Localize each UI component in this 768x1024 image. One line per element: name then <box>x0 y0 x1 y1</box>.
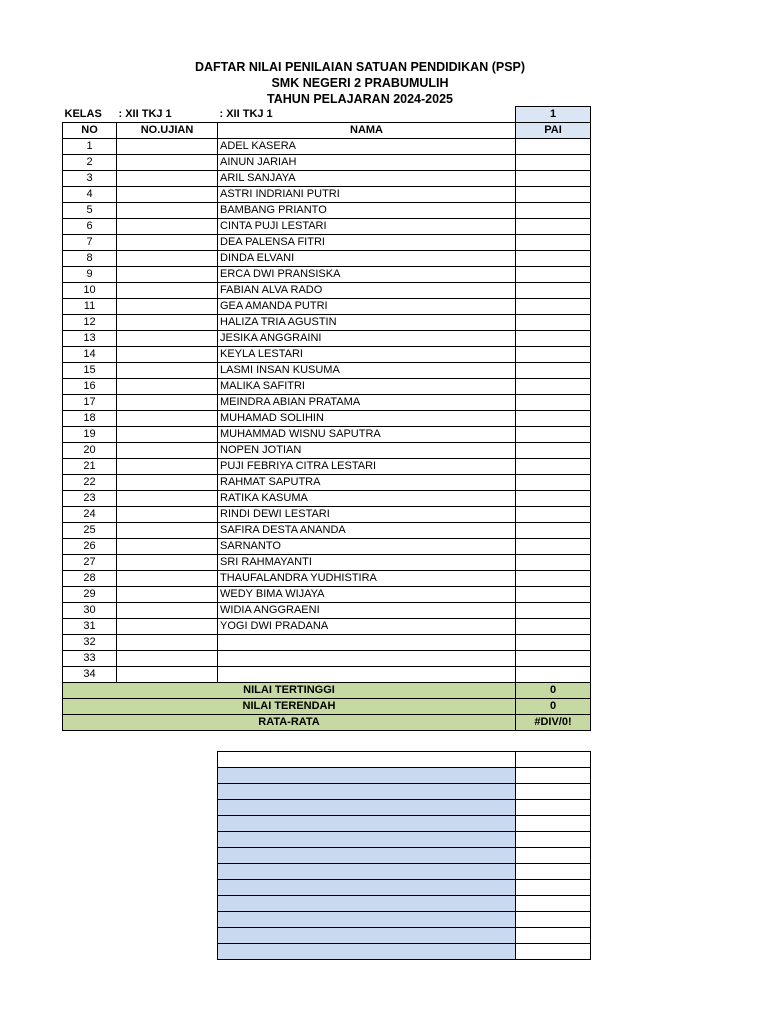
student-nama: RAHMAT SAPUTRA <box>218 475 516 491</box>
student-score[interactable] <box>516 651 591 667</box>
student-no: 30 <box>63 603 117 619</box>
student-no: 2 <box>63 155 117 171</box>
summary-row-rata <box>63 715 591 731</box>
extra-row <box>218 816 591 832</box>
student-no: 34 <box>63 667 117 683</box>
student-score[interactable] <box>516 283 591 299</box>
table-row <box>63 395 591 411</box>
extra-row <box>218 848 591 864</box>
extra-row <box>218 928 591 944</box>
nilai-terendah-value[interactable]: 0 <box>516 699 591 715</box>
student-no-ujian[interactable] <box>117 363 218 379</box>
table-row <box>63 475 591 491</box>
student-nama <box>218 635 516 651</box>
student-no: 33 <box>63 651 117 667</box>
student-no-ujian[interactable] <box>117 251 218 267</box>
extra-cell-value[interactable] <box>516 752 591 768</box>
student-no: 28 <box>63 571 117 587</box>
student-score[interactable] <box>516 443 591 459</box>
extra-cell-value[interactable] <box>516 880 591 896</box>
table-row <box>63 523 591 539</box>
student-no-ujian[interactable] <box>117 395 218 411</box>
student-score[interactable] <box>516 331 591 347</box>
student-no-ujian[interactable] <box>117 443 218 459</box>
student-no-ujian[interactable] <box>117 619 218 635</box>
student-nama: LASMI INSAN KUSUMA <box>218 363 516 379</box>
kelas-label: KELAS <box>64 107 102 120</box>
extra-cell-value[interactable] <box>516 832 591 848</box>
student-no-ujian[interactable] <box>117 299 218 315</box>
student-no-ujian[interactable] <box>117 347 218 363</box>
table-row <box>63 571 591 587</box>
table-row <box>63 363 591 379</box>
table-row <box>63 331 591 347</box>
student-score[interactable] <box>516 315 591 331</box>
rata-rata-label: RATA-RATA <box>63 715 516 731</box>
student-nama: BAMBANG PRIANTO <box>218 203 516 219</box>
student-no-ujian[interactable] <box>117 203 218 219</box>
student-no-ujian[interactable] <box>117 491 218 507</box>
table-row <box>63 411 591 427</box>
student-no: 1 <box>63 139 117 155</box>
student-no: 10 <box>63 283 117 299</box>
student-no: 12 <box>63 315 117 331</box>
student-no-ujian[interactable] <box>117 507 218 523</box>
header-subject: PAI <box>516 123 591 139</box>
student-no-ujian[interactable] <box>117 235 218 251</box>
student-score[interactable] <box>516 219 591 235</box>
student-nama: MEINDRA ABIAN PRATAMA <box>218 395 516 411</box>
student-nama: ASTRI INDRIANI PUTRI <box>218 187 516 203</box>
student-no: 25 <box>63 523 117 539</box>
table-row <box>63 171 591 187</box>
header-nama: NAMA <box>218 123 516 139</box>
student-no: 27 <box>63 555 117 571</box>
student-no: 23 <box>63 491 117 507</box>
summary-row-terendah <box>63 699 591 715</box>
student-nama: RINDI DEWI LESTARI <box>218 507 516 523</box>
kelas-row <box>63 107 591 123</box>
student-no-ujian[interactable] <box>117 667 218 683</box>
table-row <box>63 619 591 635</box>
extra-cell-name[interactable] <box>218 800 516 816</box>
student-nama <box>218 651 516 667</box>
student-nama: GEA AMANDA PUTRI <box>218 299 516 315</box>
table-row <box>63 219 591 235</box>
table-row <box>63 203 591 219</box>
student-no: 24 <box>63 507 117 523</box>
extra-cell-name[interactable] <box>218 816 516 832</box>
student-score[interactable] <box>516 539 591 555</box>
student-nama: DINDA ELVANI <box>218 251 516 267</box>
table-row <box>63 267 591 283</box>
student-nama: FABIAN ALVA RADO <box>218 283 516 299</box>
student-nama: PUJI FEBRIYA CITRA LESTARI <box>218 459 516 475</box>
extra-cell-name[interactable] <box>218 784 516 800</box>
student-nama: SARNANTO <box>218 539 516 555</box>
extra-row <box>218 912 591 928</box>
student-score[interactable] <box>516 491 591 507</box>
extra-cell-value[interactable] <box>516 944 591 960</box>
table-row <box>63 603 591 619</box>
student-score[interactable] <box>516 203 591 219</box>
extra-row <box>218 896 591 912</box>
extra-cell-name[interactable] <box>218 896 516 912</box>
student-no-ujian[interactable] <box>117 379 218 395</box>
extra-cell-value[interactable] <box>516 912 591 928</box>
table-row <box>63 139 591 155</box>
table-row <box>63 187 591 203</box>
student-no: 3 <box>63 171 117 187</box>
student-score[interactable] <box>516 155 591 171</box>
extra-cell-name[interactable] <box>218 864 516 880</box>
student-score[interactable] <box>516 571 591 587</box>
extra-cell-name[interactable] <box>218 928 516 944</box>
student-no-ujian[interactable] <box>117 539 218 555</box>
student-score[interactable] <box>516 459 591 475</box>
extra-row <box>218 800 591 816</box>
student-no-ujian[interactable] <box>117 187 218 203</box>
extra-cell-value[interactable] <box>516 896 591 912</box>
student-no: 13 <box>63 331 117 347</box>
student-score[interactable] <box>516 667 591 683</box>
header-row <box>63 123 591 139</box>
student-no: 16 <box>63 379 117 395</box>
extra-cell-name[interactable] <box>218 848 516 864</box>
student-nama: ERCA DWI PRANSISKA <box>218 267 516 283</box>
header-no: NO <box>63 123 117 139</box>
secondary-table <box>217 751 591 960</box>
student-nama: CINTA PUJI LESTARI <box>218 219 516 235</box>
student-no: 19 <box>63 427 117 443</box>
student-no-ujian[interactable] <box>117 427 218 443</box>
student-no-ujian[interactable] <box>117 331 218 347</box>
student-score[interactable] <box>516 635 591 651</box>
student-no: 29 <box>63 587 117 603</box>
student-no: 8 <box>63 251 117 267</box>
extra-cell-value[interactable] <box>516 864 591 880</box>
extra-row <box>218 752 591 768</box>
table-row <box>63 315 591 331</box>
student-no: 5 <box>63 203 117 219</box>
extra-cell-value[interactable] <box>516 816 591 832</box>
student-no-ujian[interactable] <box>117 635 218 651</box>
extra-cell-value[interactable] <box>516 800 591 816</box>
title-line-3: TAHUN PELAJARAN 2024-2025 <box>267 92 453 106</box>
student-nama: JESIKA ANGGRAINI <box>218 331 516 347</box>
summary-row-tertinggi <box>63 683 591 699</box>
subject-number[interactable]: 1 <box>516 107 591 123</box>
student-no-ujian[interactable] <box>117 571 218 587</box>
student-score[interactable] <box>516 363 591 379</box>
student-no: 9 <box>63 267 117 283</box>
student-score[interactable] <box>516 619 591 635</box>
student-score[interactable] <box>516 395 591 411</box>
table-row <box>63 555 591 571</box>
extra-cell-name[interactable] <box>218 912 516 928</box>
student-score[interactable] <box>516 299 591 315</box>
table-row <box>63 155 591 171</box>
student-no: 22 <box>63 475 117 491</box>
student-no: 15 <box>63 363 117 379</box>
student-no-ujian[interactable] <box>117 315 218 331</box>
nilai-terendah-label: NILAI TERENDAH <box>63 699 516 715</box>
student-no-ujian[interactable] <box>117 267 218 283</box>
student-score[interactable] <box>516 427 591 443</box>
student-score[interactable] <box>516 251 591 267</box>
student-score[interactable] <box>516 587 591 603</box>
extra-row <box>218 832 591 848</box>
extra-cell-value[interactable] <box>516 784 591 800</box>
student-nama <box>218 667 516 683</box>
student-no: 26 <box>63 539 117 555</box>
student-no: 17 <box>63 395 117 411</box>
student-no: 32 <box>63 635 117 651</box>
student-score[interactable] <box>516 379 591 395</box>
student-score[interactable] <box>516 235 591 251</box>
table-row <box>63 587 591 603</box>
title-line-1: DAFTAR NILAI PENILAIAN SATUAN PENDIDIKAN (PSP) <box>194 60 526 74</box>
title-line-2: SMK NEGERI 2 PRABUMULIH <box>271 76 449 90</box>
extra-row <box>218 880 591 896</box>
student-no: 31 <box>63 619 117 635</box>
document-title-block <box>62 59 658 107</box>
table-row <box>63 427 591 443</box>
student-no-ujian[interactable] <box>117 139 218 155</box>
student-no: 6 <box>63 219 117 235</box>
extra-row <box>218 768 591 784</box>
student-nama: ARIL SANJAYA <box>218 171 516 187</box>
student-nama: MUHAMAD SOLIHIN <box>218 411 516 427</box>
extra-cell-name[interactable] <box>218 944 516 960</box>
student-score[interactable] <box>516 555 591 571</box>
student-no-ujian[interactable] <box>117 651 218 667</box>
student-no: 7 <box>63 235 117 251</box>
student-no-ujian[interactable] <box>117 171 218 187</box>
student-score[interactable] <box>516 187 591 203</box>
extra-row <box>218 784 591 800</box>
table-row <box>63 347 591 363</box>
student-nama: DEA PALENSA FITRI <box>218 235 516 251</box>
table-row <box>63 379 591 395</box>
table-row <box>63 459 591 475</box>
student-score[interactable] <box>516 171 591 187</box>
student-no-ujian[interactable] <box>117 459 218 475</box>
header-no-ujian: NO.UJIAN <box>117 123 218 139</box>
student-no: 21 <box>63 459 117 475</box>
student-nama: ADEL KASERA <box>218 139 516 155</box>
student-no: 18 <box>63 411 117 427</box>
student-no-ujian[interactable] <box>117 411 218 427</box>
student-score[interactable] <box>516 507 591 523</box>
student-no: 20 <box>63 443 117 459</box>
extra-cell-name[interactable] <box>218 832 516 848</box>
table-row <box>63 539 591 555</box>
student-score[interactable] <box>516 267 591 283</box>
student-nama: YOGI DWI PRADANA <box>218 619 516 635</box>
student-no-ujian[interactable] <box>117 475 218 491</box>
nilai-tertinggi-value[interactable]: 0 <box>516 683 591 699</box>
student-no: 14 <box>63 347 117 363</box>
student-nama: NOPEN JOTIAN <box>218 443 516 459</box>
student-nama: RATIKA KASUMA <box>218 491 516 507</box>
student-score[interactable] <box>516 523 591 539</box>
student-no-ujian[interactable] <box>117 555 218 571</box>
table-row <box>63 651 591 667</box>
student-nama: MUHAMMAD WISNU SAPUTRA <box>218 427 516 443</box>
table-row <box>63 507 591 523</box>
extra-cell-value[interactable] <box>516 928 591 944</box>
table-row <box>63 283 591 299</box>
extra-row <box>218 864 591 880</box>
student-no-ujian[interactable] <box>117 523 218 539</box>
extra-cell-value[interactable] <box>516 768 591 784</box>
student-nama: MALIKA SAFITRI <box>218 379 516 395</box>
student-no: 11 <box>63 299 117 315</box>
student-nama: SAFIRA DESTA ANANDA <box>218 523 516 539</box>
student-no-ujian[interactable] <box>117 155 218 171</box>
kelas-value-2: : XII TKJ 1 <box>219 107 273 120</box>
student-nama: SRI RAHMAYANTI <box>218 555 516 571</box>
extra-cell-name[interactable] <box>218 880 516 896</box>
student-score[interactable] <box>516 411 591 427</box>
student-score[interactable] <box>516 139 591 155</box>
student-nama: AINUN JARIAH <box>218 155 516 171</box>
student-nama: WEDY BIMA WIJAYA <box>218 587 516 603</box>
student-score[interactable] <box>516 603 591 619</box>
student-nama: THAUFALANDRA YUDHISTIRA <box>218 571 516 587</box>
rata-rata-value[interactable]: #DIV/0! <box>516 715 591 731</box>
nilai-tertinggi-label: NILAI TERTINGGI <box>63 683 516 699</box>
student-no-ujian[interactable] <box>117 283 218 299</box>
student-nama: HALIZA TRIA AGUSTIN <box>218 315 516 331</box>
extra-cell-name[interactable] <box>218 752 516 768</box>
student-no: 4 <box>63 187 117 203</box>
student-no-ujian[interactable] <box>117 603 218 619</box>
student-score[interactable] <box>516 475 591 491</box>
student-no-ujian[interactable] <box>117 587 218 603</box>
extra-cell-value[interactable] <box>516 848 591 864</box>
grade-table <box>62 106 591 731</box>
kelas-value-1: : XII TKJ 1 <box>118 107 172 120</box>
student-nama: WIDIA ANGGRAENI <box>218 603 516 619</box>
table-row <box>63 235 591 251</box>
table-row <box>63 491 591 507</box>
table-row <box>63 635 591 651</box>
student-score[interactable] <box>516 347 591 363</box>
extra-cell-name[interactable] <box>218 768 516 784</box>
student-nama: KEYLA LESTARI <box>218 347 516 363</box>
table-row <box>63 251 591 267</box>
table-row <box>63 443 591 459</box>
table-row <box>63 299 591 315</box>
student-no-ujian[interactable] <box>117 219 218 235</box>
extra-row <box>218 944 591 960</box>
table-row <box>63 667 591 683</box>
